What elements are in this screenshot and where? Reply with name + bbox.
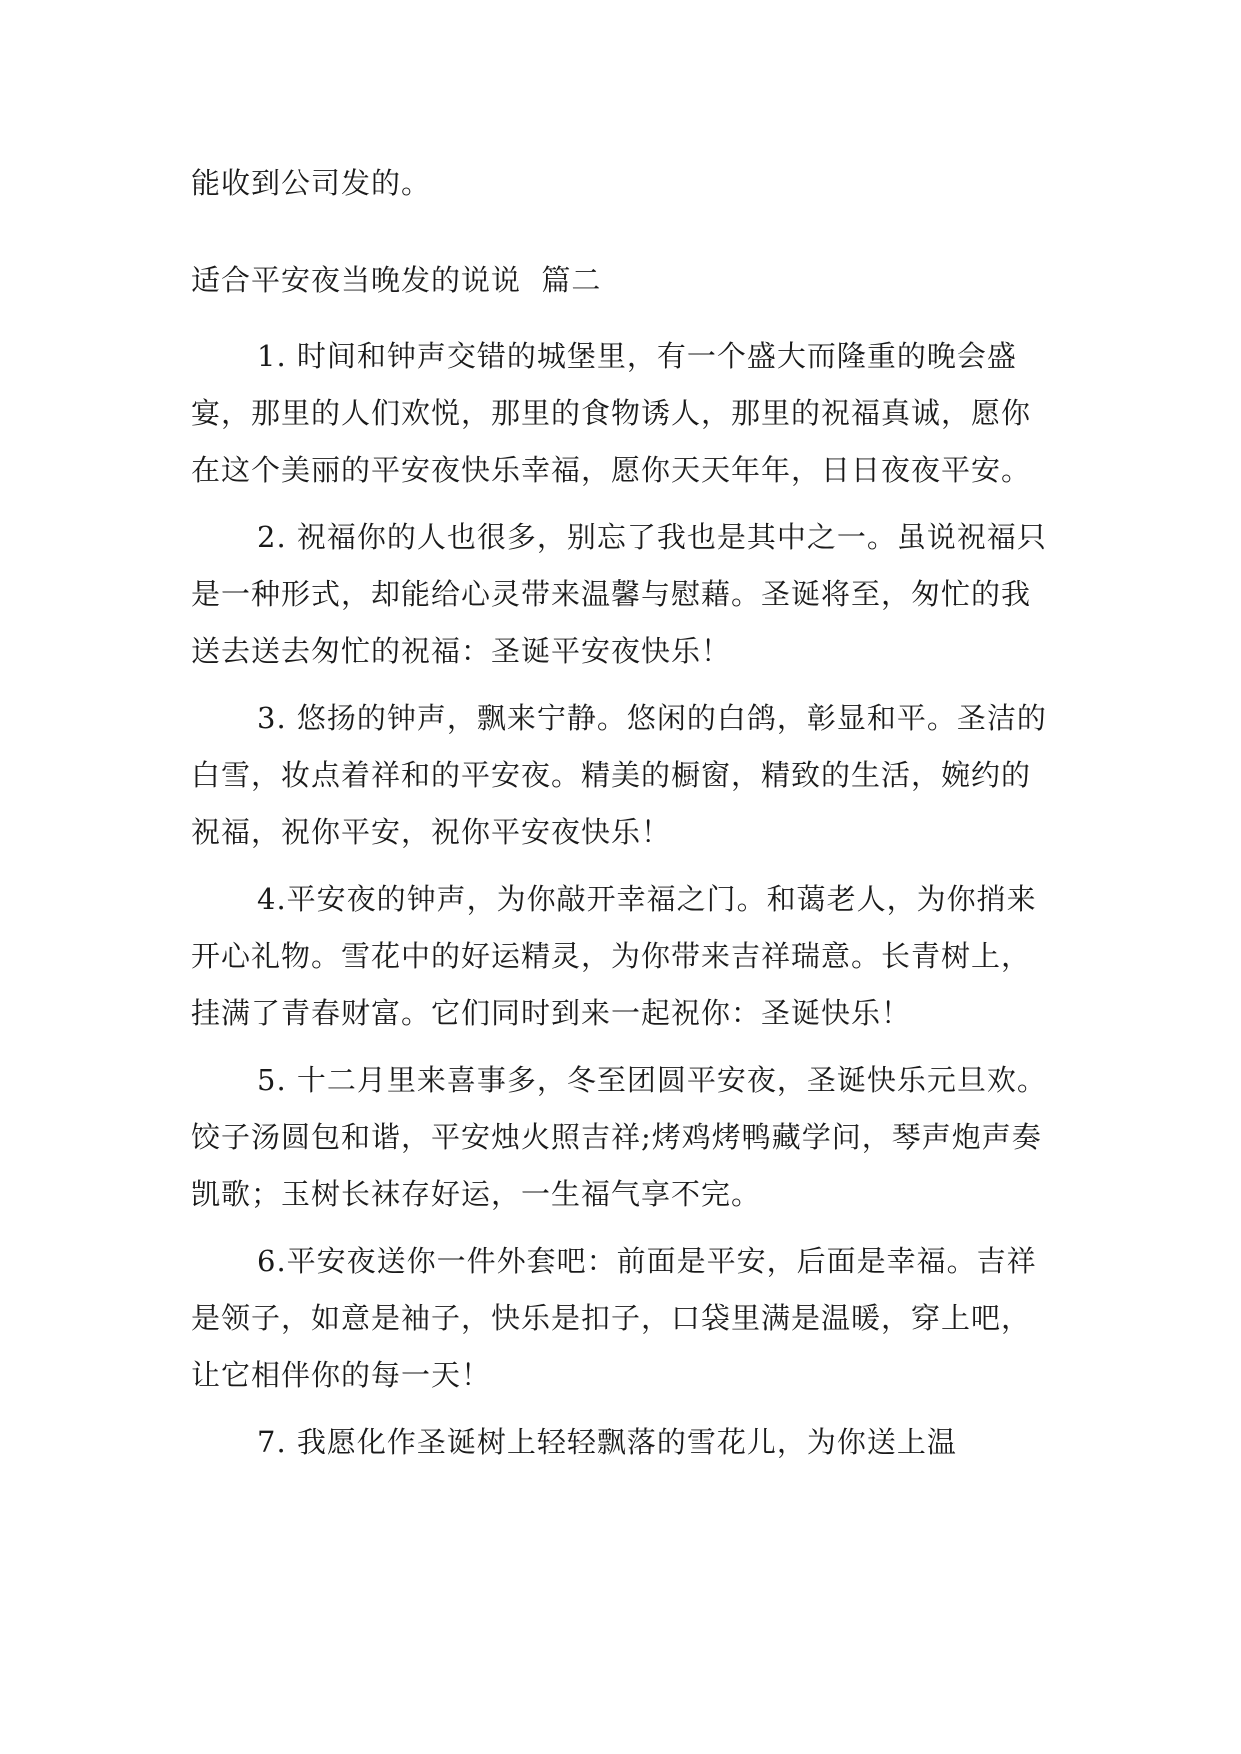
list-item: 3. 悠扬的钟声，飘来宁静。悠闲的白鸽，彰显和平。圣洁的白雪，妆点着祥和的平安夜。精美的橱窗，精致的生活，婉约的祝福，祝你平安，祝你平安夜快乐！ bbox=[191, 701, 1047, 849]
list-item: 1. 时间和钟声交错的城堡里，有一个盛大而隆重的晚会盛宴，那里的人们欢悦，那里的食物诱人，那里的祝福真诚，愿你在这个美丽的平安夜快乐幸福，愿你天天年年，日日夜夜平安。 bbox=[191, 339, 1032, 487]
list-item: 2. 祝福你的人也很多，别忘了我也是其中之一。虽说祝福只是一种形式，却能给心灵带来温馨与慰藉。圣诞将至，匆忙的我送去送去匆忙的祝福：圣诞平安夜快乐！ bbox=[191, 520, 1047, 668]
list-item: 4.平安夜的钟声，为你敲开幸福之门。和蔼老人，为你捎来开心礼物。雪花中的好运精灵，为你带来吉祥瑞意。长青树上，挂满了青春财富。它们同时到来一起祝你：圣诞快乐！ bbox=[191, 882, 1037, 1030]
list-item: 6.平安夜送你一件外套吧：前面是平安，后面是幸福。吉祥是领子，如意是袖子，快乐是扣子，口袋里满是温暖，穿上吧，让它相伴你的每一天！ bbox=[191, 1244, 1037, 1392]
section-heading bbox=[191, 252, 1051, 309]
list-item: 5. 十二月里来喜事多，冬至团圆平安夜，圣诞快乐元旦欢。饺子汤圆包和谐，平安烛火照吉祥;烤鸡烤鸭藏学问，琴声炮声奏凯歌；玉树长袜存好运，一生福气享不完。 bbox=[191, 1063, 1047, 1211]
continuation-paragraph bbox=[191, 155, 1051, 212]
list-item: 7. 我愿化作圣诞树上轻轻飘落的雪花儿，为你送上温 bbox=[257, 1425, 957, 1459]
continuation-text: 能收到公司发的。 bbox=[191, 166, 432, 200]
section-heading-text: 适合平安夜当晚发的说说 篇二 bbox=[191, 263, 602, 297]
greetings-list bbox=[191, 328, 1051, 1471]
